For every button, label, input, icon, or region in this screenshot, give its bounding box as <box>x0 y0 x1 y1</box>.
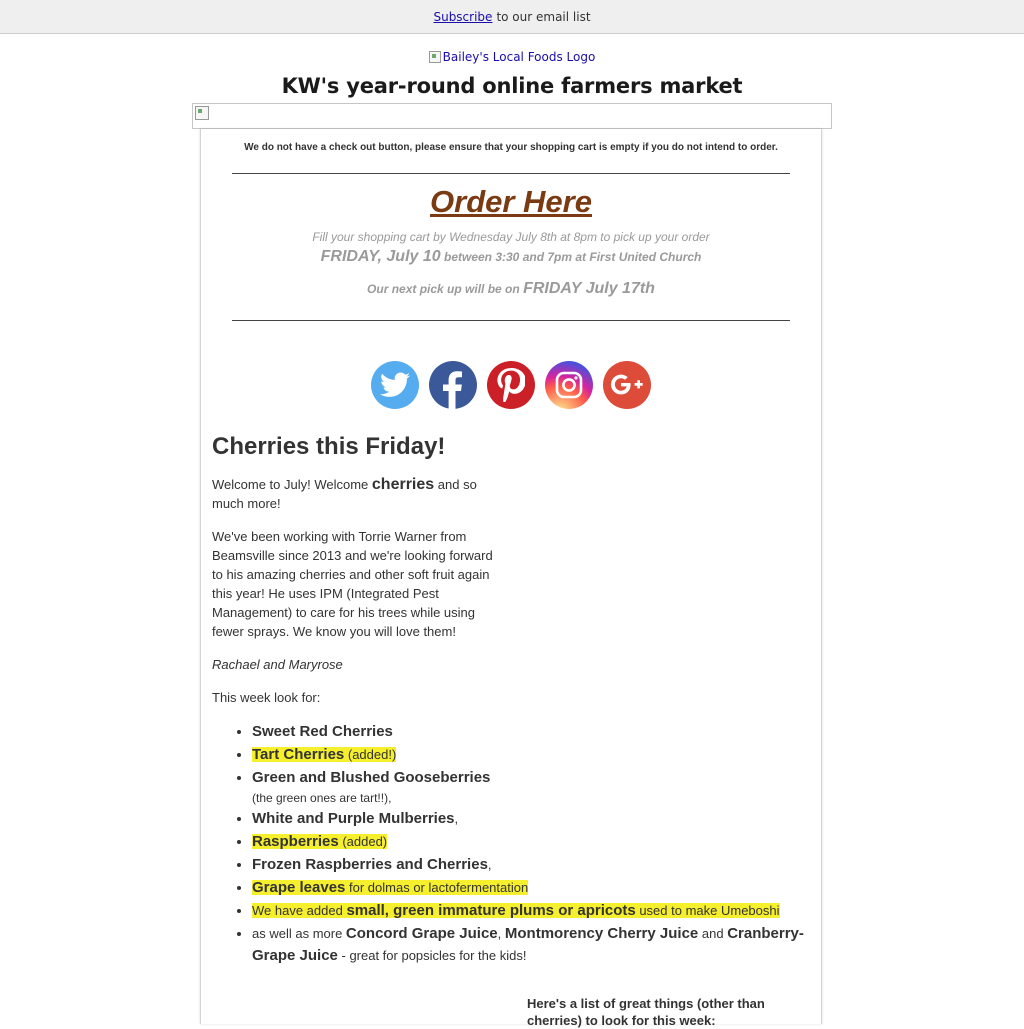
welcome-paragraph <box>212 475 502 513</box>
product-note: - great for popsicles for the kids! <box>337 948 527 963</box>
product-name: Raspberries <box>252 833 339 850</box>
list-item <box>252 767 810 807</box>
logo-container <box>0 50 1024 66</box>
next-pickup-prefix: Our next pick up will be on <box>367 282 524 296</box>
product-note: We have added <box>252 903 347 918</box>
highlighted-text <box>252 903 780 918</box>
product-note: as well as more <box>252 926 346 941</box>
product-punct: , <box>454 811 459 826</box>
next-pickup-info <box>201 280 821 298</box>
product-name: small, green immature plums or apricots <box>346 902 636 919</box>
product-name: Grape leaves <box>252 879 346 896</box>
product-note: (added!) <box>344 747 397 762</box>
subscribe-bar-text: to our email list <box>496 9 591 24</box>
highlighted-text <box>252 834 387 849</box>
product-note: (added) <box>338 834 388 849</box>
look-for-intro: This week look for: <box>212 690 321 705</box>
article-headline: Cherries this Friday! <box>212 433 446 460</box>
pinterest-p-glyph <box>497 368 525 402</box>
list-item <box>252 877 810 899</box>
banner-image <box>192 103 832 129</box>
product-name: Tart Cherries <box>252 746 345 763</box>
product-name: Montmorency Cherry Juice <box>504 925 699 942</box>
next-pickup-day: FRIDAY July 17th <box>523 280 655 297</box>
product-name: Green and Blushed Gooseberries <box>252 769 491 786</box>
product-note: used to make Umeboshi <box>635 903 780 918</box>
product-name: Sweet Red Cherries <box>252 723 393 740</box>
list-item <box>252 721 810 743</box>
checkout-notice: We do not have a check out button, please ensure that your shopping cart is empty if you do not intend to order. <box>244 142 778 153</box>
divider <box>232 173 790 174</box>
highlighted-text <box>252 747 396 762</box>
facebook-f-glyph <box>429 361 477 409</box>
subscribe-link[interactable]: Subscribe <box>433 9 493 24</box>
welcome-text-start: Welcome to July! Welcome <box>212 477 372 492</box>
subscribe-bar <box>0 0 1024 34</box>
product-punct: , <box>497 926 505 941</box>
product-punct: and <box>698 926 728 941</box>
pickup-detail: between 3:30 and 7pm at First United Church <box>440 250 702 264</box>
facebook-icon[interactable] <box>429 361 477 409</box>
site-logo[interactable] <box>429 50 596 64</box>
pickup-day: FRIDAY, July 10 <box>320 248 441 265</box>
product-note: for dolmas or lactofermentation <box>345 880 529 895</box>
list-item <box>252 831 810 853</box>
list-item <box>252 808 810 830</box>
logo-alt-text: Bailey's Local Foods Logo <box>442 50 596 64</box>
site-title: KW's year-round online farmers market <box>281 74 743 98</box>
product-name: White and Purple Mulberries <box>252 810 455 827</box>
google-plus-icon[interactable] <box>603 361 651 409</box>
broken-image-icon <box>429 51 441 63</box>
pinterest-icon[interactable] <box>487 361 535 409</box>
google-plus-glyph <box>611 374 643 396</box>
social-links <box>201 361 821 409</box>
list-item <box>252 900 810 922</box>
twitter-icon[interactable] <box>371 361 419 409</box>
broken-image-icon <box>195 106 209 120</box>
list-item <box>252 854 810 876</box>
list-item <box>252 923 810 967</box>
farmer-paragraph: We've been working with Torrie Warner from Beamsville since 2013 and we're looking forward to his amazing cherries and other soft fruit again this year! He uses IPM (Integrated Pest Management) to care for his trees while using fewer sprays. We know you will love them! <box>212 529 493 639</box>
signature: Rachael and Maryrose <box>212 657 343 672</box>
pickup-info <box>201 248 821 266</box>
product-punct: , <box>487 857 492 872</box>
divider <box>232 320 790 321</box>
instagram-icon[interactable] <box>545 361 593 409</box>
order-deadline-text: Fill your shopping cart by Wednesday July 8th at 8pm to pick up your order <box>312 230 710 244</box>
welcome-text-end: and so much more! <box>212 477 477 511</box>
main-content <box>200 129 822 1028</box>
welcome-cherries-word: cherries <box>371 476 435 493</box>
product-name: Cranberry-Grape Juice <box>252 925 804 964</box>
list-item <box>252 744 810 766</box>
product-note: (the green ones are tart!!), <box>252 791 392 805</box>
instagram-camera-glyph <box>554 370 584 400</box>
product-name: Frozen Raspberries and Cherries <box>252 856 488 873</box>
article <box>201 433 821 967</box>
order-here-link[interactable]: Order Here <box>430 184 592 219</box>
twitter-bird-glyph <box>380 372 410 398</box>
side-list-heading: Here's a list of great things (other than cherries) to look for this week: <box>527 996 765 1028</box>
product-list <box>212 721 810 967</box>
highlighted-text <box>252 880 528 895</box>
product-name: Concord Grape Juice <box>345 925 498 942</box>
